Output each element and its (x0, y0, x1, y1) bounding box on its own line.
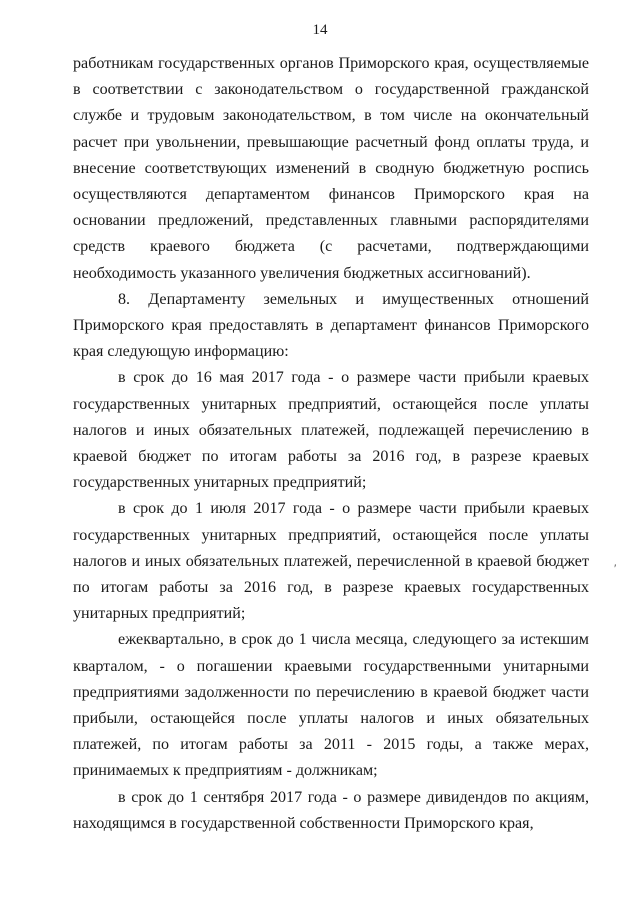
paragraph-deadline-september-1: в срок до 1 сентября 2017 года - о размере дивидендов по акциям, находящимся в государственной собственности Приморского края, (73, 788, 589, 832)
page-number: 14 (312, 22, 328, 38)
paragraph-item-8: 8. Департаменту земельных и имущественных отношений Приморского края предоставлять в департамент финансов Приморского края следующую информацию: (73, 290, 589, 361)
scan-mark: ′ (614, 561, 617, 575)
paragraph-budget-changes: работникам государственных органов Приморского края, осуществляемые в соответствии с законодательством о государственной гражданской службе и трудовым законодательством, в том числе на окончательный расчет при увольнении, превышающие расчетный фонд оплаты труда, и внесение соответствующих изменений в сводную бюджетную роспись осуществляются департаментом финансов Приморского края на основании предложений, представленных главными распорядителями средств краевого бюджета (с расчетами, подтверждающими необходимость указанного увеличения бюджетных ассигнований). (73, 55, 589, 282)
paragraph-quarterly: ежеквартально, в срок до 1 числа месяца, следующего за истекшим кварталом, - о погашении краевыми государственными унитарными предприятиями задолженности по перечислению в краевой бюджет части прибыли, остающейся после уплаты налогов и иных обязательных платежей, по итогам работы за 2011 - 2015 годы, а также мерах, принимаемых к предприятиям - должникам; (73, 631, 589, 780)
paragraph-deadline-may-16: в срок до 16 мая 2017 года - о размере части прибыли краевых государственных унитарных предприятий, остающейся после уплаты налогов и иных обязательных платежей, подлежащей перечислению в краевой бюджет по итогам работы за 2016 год, в разрезе краевых государственных унитарных предприятий; (73, 369, 589, 492)
paragraph-deadline-july-1: в срок до 1 июля 2017 года - о размере части прибыли краевых государственных унитарных предприятий, остающейся после уплаты налогов и иных обязательных платежей, перечисленной в краевой бюджет по итогам работы за 2016 год, в разрезе краевых государственных унитарных предприятий; (73, 500, 589, 623)
document-body (73, 51, 589, 837)
